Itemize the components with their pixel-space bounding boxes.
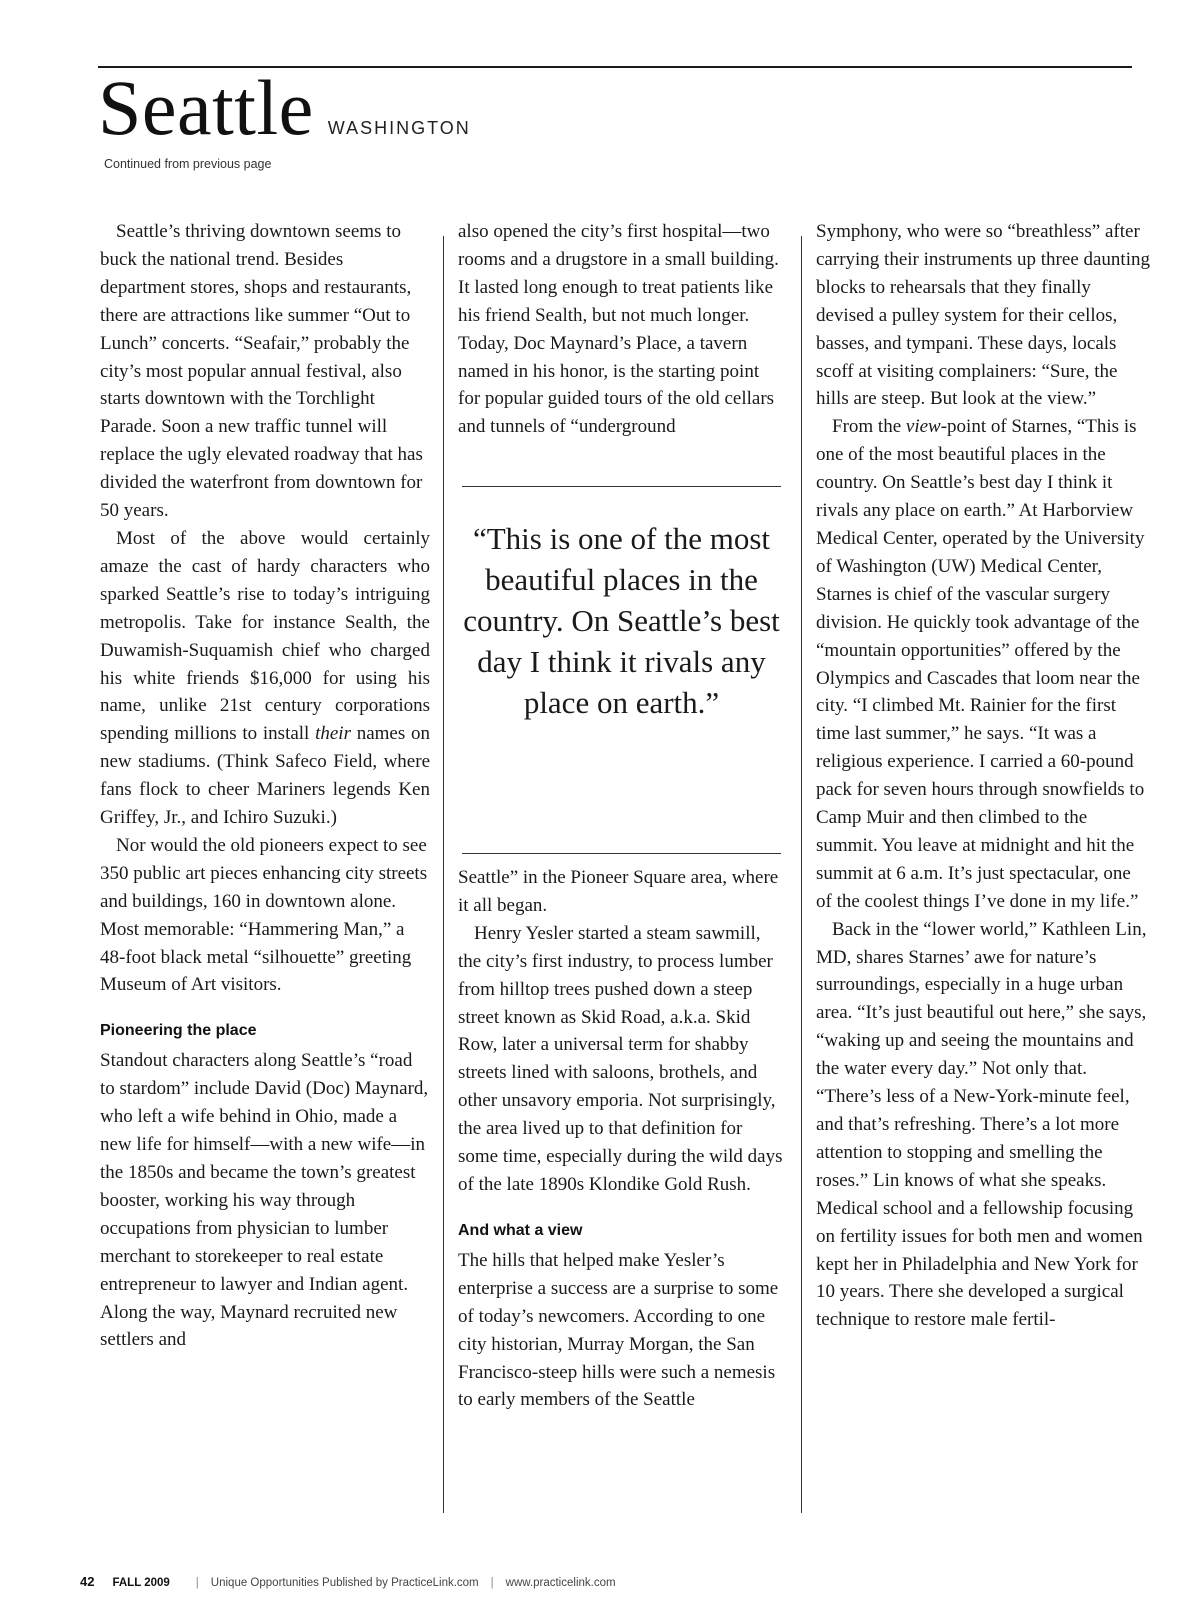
emphasis: view [905,416,941,438]
text-run: Most of the above would certainly amaze the cast of hardy characters who sparked Seattle’s rise to today’s intriguing metropolis. Take for instance Sealth, the Duwamish-Suquamish chief who charged his white friends $16,000 for using his name, unlike 21st century corporations spending millions to install [100,527,430,745]
paragraph: Henry Yesler started a steam sawmill, the city’s first industry, to process lumber from hilltop trees pushed down a steep street known as Skid Road, a.k.a. Skid Row, later a universal term for shabby streets lined with saloons, brothels, and other unsavory emporia. Not surprisingly, the area lived up to that definition for some time, especially during the wild days of the late 1890s Klondike Gold Rush. [458,922,783,1195]
masthead [98,64,471,151]
column-divider [443,236,444,1513]
paragraph: also opened the city’s first hospital—two rooms and a drugstore in a small building. It lasted long enough to treat patients like his friend Sealth, but not much longer. Today, Doc Maynard’s Place, a tavern named in his honor, is the starting point for popular guided tours of the old cellars and tunnels of “underground [458,221,779,438]
footer-separator: | [195,1577,199,1589]
article-column-2-continued [458,864,784,1414]
footer-separator: | [490,1577,494,1589]
paragraph: Seattle’s thriving downtown seems to buck the national trend. Besides department stores, shops and restaurants, there are attractions like summer “Out to Lunch” concerts. “Seafair,” probably the city’s most popular annual festival, also starts downtown with the Torchlight Parade. Soon a new traffic tunnel will replace the ugly elevated roadway that has divided the waterfront from downtown for 50 years. [100,221,423,522]
paragraph: The hills that helped make Yesler’s enterprise a success are a surprise to some of today’s newcomers. According to one city historian, Murray Morgan, the San Francisco-steep hills were such a nemesis to early members of the Seattle [458,1249,779,1411]
paragraph: Seattle” in the Pioneer Square area, where it all began. [458,867,779,916]
issue-label: FALL 2009 [112,1577,170,1589]
continued-note: Continued from previous page [104,157,272,171]
text-run: names on new stadiums. (Think Safeco Field, where fans flock to cheer Mariners legends Ken Griffey, Jr., and Ichiro Suzuki.) [100,723,430,829]
footer-tagline: Unique Opportunities Published by PracticeLink.com [210,1577,479,1589]
page-footer [80,1574,616,1589]
section-heading: Pioneering the place [100,1022,257,1040]
text-run: From the [832,416,906,438]
paragraph: Nor would the old pioneers expect to see 350 public art pieces enhancing city streets and buildings, 160 in downtown alone. Most memorable: “Hammering Man,” a 48-foot black metal “silhouette” greeting Museum of Art visitors. [100,834,428,996]
city-title: Seattle [98,64,314,151]
pull-quote-rule-bottom [462,853,781,854]
paragraph [100,525,430,832]
article-column-2 [458,218,784,441]
paragraph: Standout characters along Seattle’s “road to stardom” include David (Doc) Maynard, who left a wife behind in Ohio, made a new life for himself—with a new wife—in the 1850s and became the town’s greatest booster, working his way through occupations from physician to lumber merchant to storekeeper to real estate entrepreneur to lawyer and Indian agent. Along the way, Maynard recruited new settlers and [100,1050,429,1351]
article-column-1 [100,218,430,1354]
text-run: -point of Starnes, “This is one of the most beautiful places in the country. On Seattle’s best day I think it rivals any place on earth.” At Harborview Medical Center, operated by the University of Washington (UW) Medical Center, Starnes is chief of the vascular surgery division. He quickly took advantage of the “mountain opportunities” offered by the Olympics and Cascades that loom near the city. “I climbed Mt. Rainier for the first time last summer,” he says. “It was a religious experience. I carried a 60-pound pack for seven hours through snowfields to Camp Muir and then climbed to the summit. You leave at midnight and hit the summit at 6 a.m. It’s just spectacular, one of the coolest things I’ve done in my life.” [816,416,1145,912]
pull-quote: “This is one of the most beautiful places in the country. On Seattle’s best day I think it rivals any place on earth.” [463,521,780,720]
column-divider [801,236,802,1513]
section-heading: And what a view [458,1221,583,1239]
state-label: WASHINGTON [327,118,471,138]
paragraph: Back in the “lower world,” Kathleen Lin, MD, shares Starnes’ awe for nature’s surroundings, especially in a huge urban area. “It’s just beautiful out here,” she says, “waking up and seeing the mountains and the water every day.” Not only that. “There’s less of a New-York-minute feel, and that’s refreshing. There’s a lot more attention to stopping and smelling the roses.” Lin knows of what she speaks. Medical school and a fellowship focusing on fertility issues for both men and women kept her in Philadelphia and New York for 10 years. There she developed a surgical technique to restore male fertil- [816,918,1147,1331]
pull-quote-rule-top [462,486,781,487]
emphasis: their [315,723,351,745]
paragraph [816,413,1150,915]
paragraph: Symphony, who were so “breathless” after carrying their instruments up three daunting blocks to rehearsals that they finally devised a pulley system for their cellos, basses, and tympani. These days, locals scoff at visiting complainers: “Sure, the hills are steep. But look at the view.” [816,221,1150,410]
footer-url: www.practicelink.com [505,1577,616,1589]
article-column-3 [816,218,1150,1334]
page-number: 42 [80,1574,95,1589]
